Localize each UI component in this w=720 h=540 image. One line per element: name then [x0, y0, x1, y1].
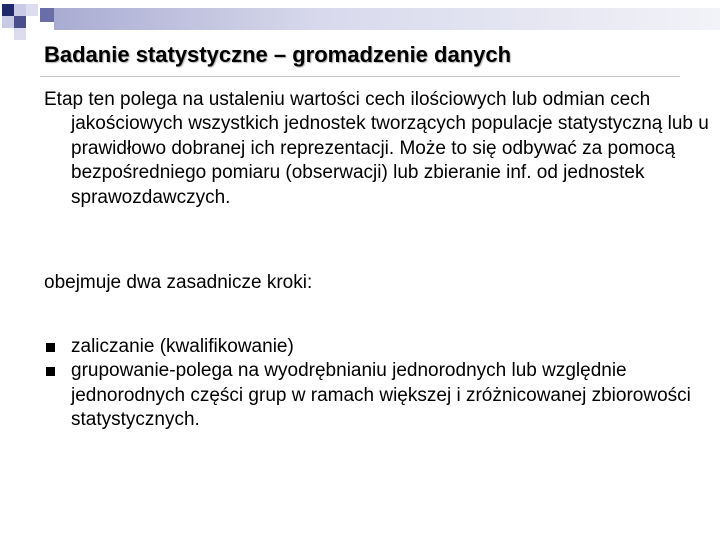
decor-square [2, 4, 14, 16]
bullet-square-icon [46, 367, 55, 376]
intro-text: obejmuje dwa zasadnicze kroki: [44, 272, 313, 293]
list-item [44, 335, 694, 359]
title-divider [40, 76, 680, 77]
bullet-square-icon [46, 343, 55, 352]
slide-title: Badanie statystyczne – gromadzenie danych [44, 42, 512, 67]
decor-square [14, 16, 26, 28]
decor-square [2, 16, 14, 28]
bullet-text: zaliczanie (kwalifikowanie) [71, 336, 294, 357]
body-paragraph: Etap ten polega na ustaleniu wartości cech ilościowych lub odmian cech jakościowych wszystkich jednostek tworzących populacje statystyczną lub u prawidłowo dobranej ich reprezentacji. Może to się odbywać za pomocą bezpośredniego pomiaru (obserwacji) lub zbieranie inf. od jednostek sprawozdawczych. [44, 89, 709, 208]
decor-square [26, 4, 38, 16]
decor-square [40, 8, 54, 22]
decor-square [14, 28, 26, 40]
decor-square [14, 4, 26, 16]
bullet-text: grupowanie-polega na wyodrębnianiu jednorodnych lub względnie jednorodnych części grup w ramach większej i zróżnicowanej zbiorowości statystycznych. [71, 360, 691, 431]
bullet-list [44, 335, 694, 433]
list-item [44, 359, 694, 432]
header-gradient-bar [54, 8, 720, 30]
